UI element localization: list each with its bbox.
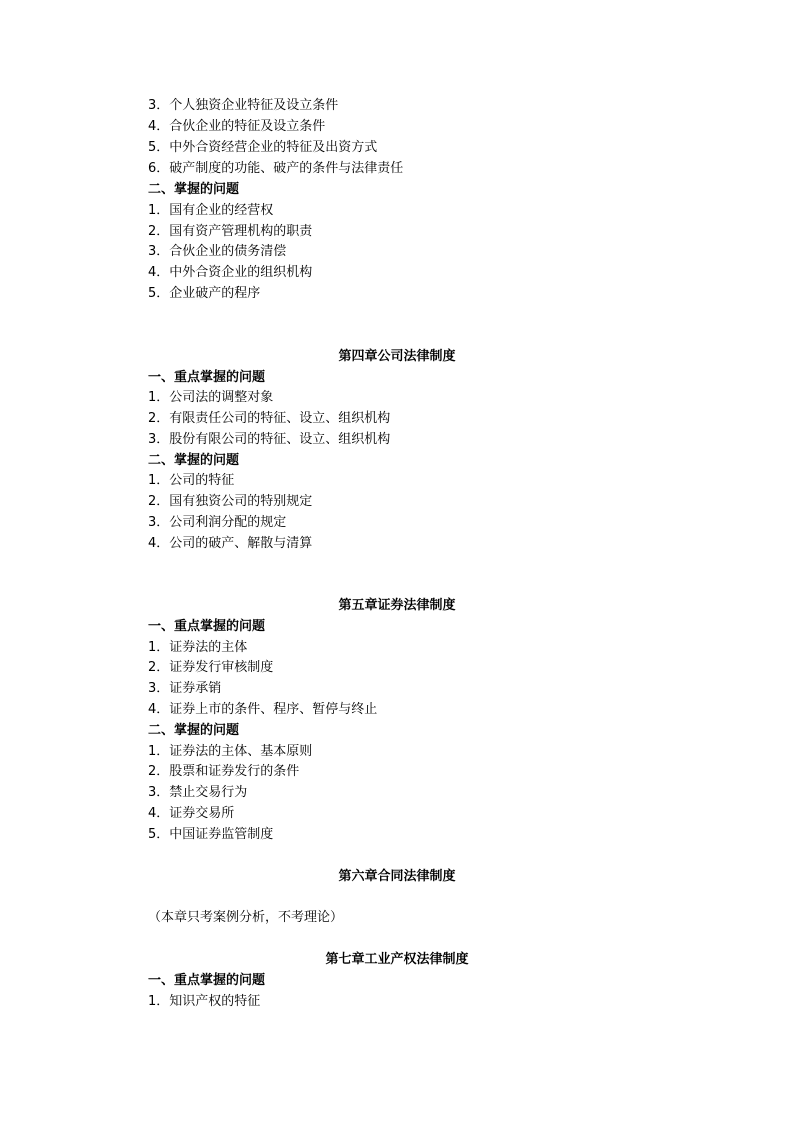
list-item: 6．破产制度的功能、破产的条件与法律责任	[148, 161, 404, 176]
list-item: 1．知识产权的特征	[148, 994, 261, 1009]
list-item: 5．企业破产的程序	[148, 286, 261, 301]
list-item: 1．证券法的主体、基本原则	[148, 744, 313, 759]
list-item: 5．中外合资经营企业的特征及出资方式	[148, 140, 378, 155]
list-item: 3．个人独资企业特征及设立条件	[148, 98, 339, 113]
section-heading: 一、重点掌握的问题	[148, 370, 266, 385]
chapter-title: 第五章证券法律制度	[338, 598, 456, 613]
list-item: 4．中外合资企业的组织机构	[148, 265, 313, 280]
list-item: 1．公司的特征	[148, 473, 235, 488]
list-item: 3．禁止交易行为	[148, 785, 248, 800]
chapter-title: 第四章公司法律制度	[338, 349, 456, 364]
list-item: 4．公司的破产、解散与清算	[148, 536, 313, 551]
list-item: 3．合伙企业的债务清偿	[148, 244, 287, 259]
section-heading: 一、重点掌握的问题	[148, 973, 266, 988]
chapter-title: 第六章合同法律制度	[338, 869, 456, 884]
list-item: 2．证券发行审核制度	[148, 660, 274, 675]
list-item: 1．证券法的主体	[148, 640, 248, 655]
list-item: 1．国有企业的经营权	[148, 203, 274, 218]
section-heading: 二、掌握的问题	[148, 182, 240, 197]
section-heading: 二、掌握的问题	[148, 453, 240, 468]
list-item: 3．证券承销	[148, 681, 222, 696]
list-item: 2．有限责任公司的特征、设立、组织机构	[148, 411, 391, 426]
list-item: 3．股份有限公司的特征、设立、组织机构	[148, 432, 391, 447]
chapter-title: 第七章工业产权法律制度	[325, 952, 469, 967]
list-item: 1．公司法的调整对象	[148, 390, 274, 405]
chapter-note: （本章只考案例分析，不考理论）	[148, 910, 344, 925]
list-item: 4．合伙企业的特征及设立条件	[148, 119, 326, 134]
section-heading: 一、重点掌握的问题	[148, 619, 266, 634]
list-item: 3．公司利润分配的规定	[148, 515, 287, 530]
list-item: 2．国有资产管理机构的职责	[148, 224, 313, 239]
section-heading: 二、掌握的问题	[148, 723, 240, 738]
list-item: 4．证券交易所	[148, 806, 235, 821]
list-item: 4．证券上市的条件、程序、暂停与终止	[148, 702, 378, 717]
list-item: 2．国有独资公司的特别规定	[148, 494, 313, 509]
list-item: 5．中国证券监管制度	[148, 827, 274, 842]
list-item: 2．股票和证券发行的条件	[148, 764, 300, 779]
